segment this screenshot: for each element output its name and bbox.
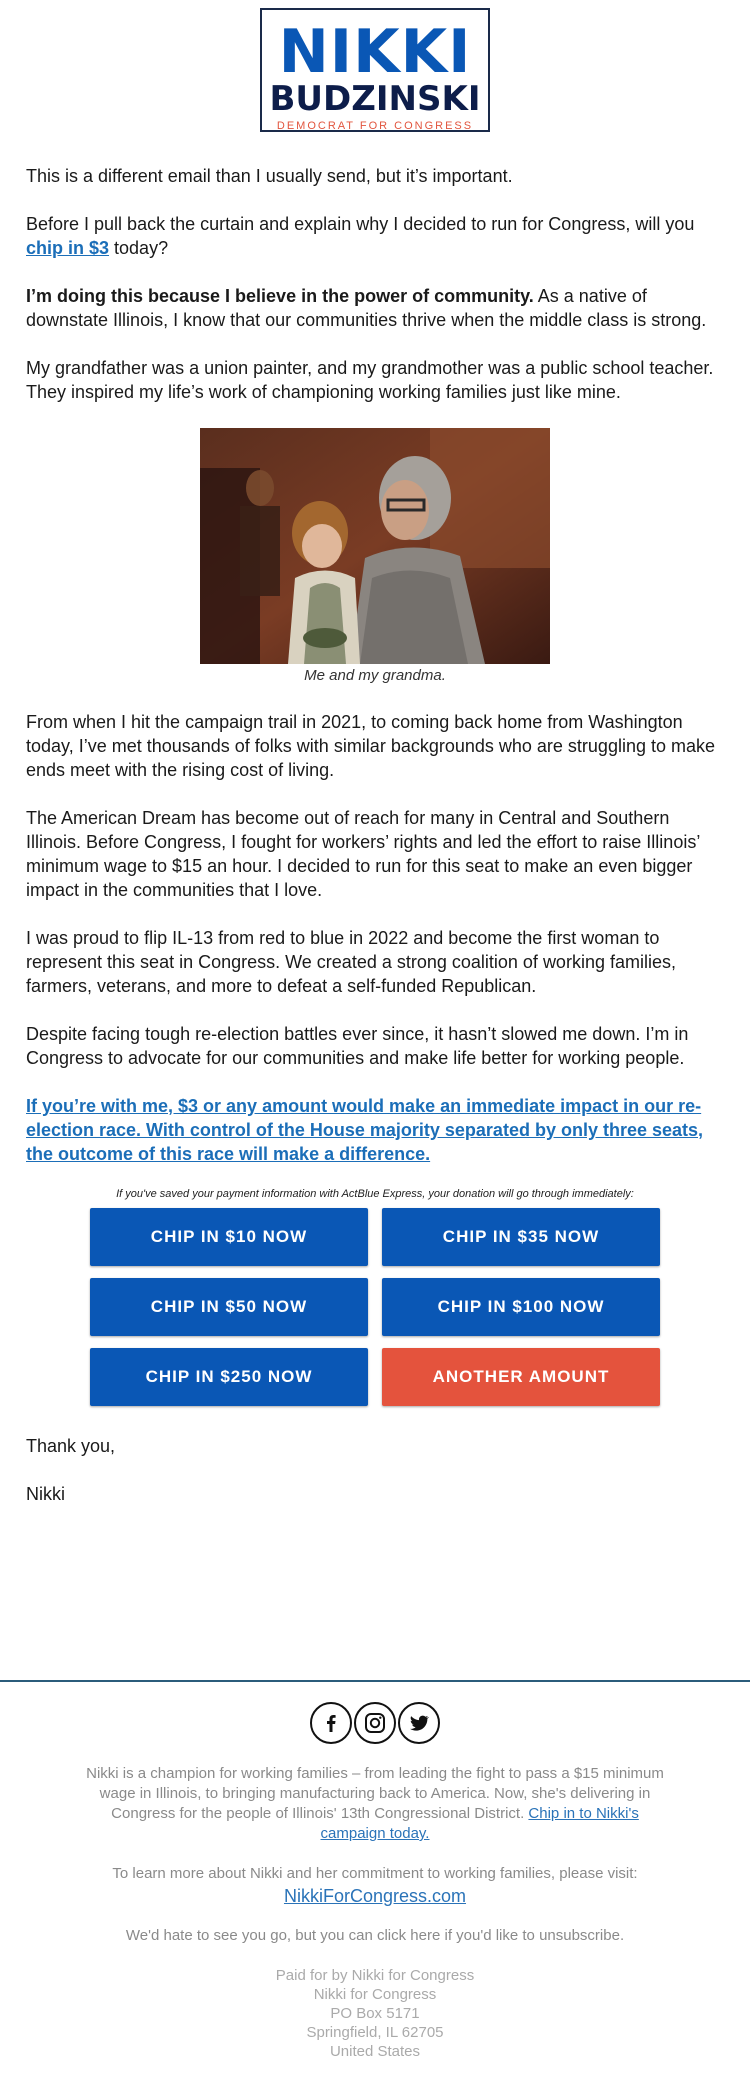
thank-you-text: Thank you, [26, 1436, 116, 1456]
paragraph-american-dream: The American Dream has become out of reach for many in Central and Southern Illinois. Before Congress, I fought for workers’ rights and led the effort to raise Illinois’ minimum wage to $15 an hour. I decided to run for this seat to make an even bigger impact in the communities that I love. [26, 808, 700, 900]
footer-learn-more [80, 1864, 670, 1908]
address-country: United States [329, 2043, 421, 2060]
chip-in-50-button[interactable]: CHIP IN $50 NOW [90, 1278, 368, 1336]
paragraph-campaign-trail: From when I hit the campaign trail in 2021, to coming back home from Washington today, I’ve met thousands of folks with similar backgrounds who are struggling to make ends meet with the rising cost of living. [26, 712, 716, 780]
another-amount-button[interactable]: ANOTHER AMOUNT [382, 1348, 660, 1406]
paragraph-ask [26, 212, 724, 260]
grandma-photo [200, 428, 550, 664]
address-org: Nikki for Congress [313, 1986, 437, 2003]
logo-first-name: NIKKI [278, 17, 472, 87]
footer-divider [0, 1680, 750, 1682]
photo-caption: Me and my grandma. [304, 667, 446, 684]
paid-for-by: Paid for by Nikki for Congress [275, 1967, 475, 1984]
ask-text-after: today? [109, 238, 169, 258]
facebook-icon[interactable] [310, 1702, 352, 1744]
footer-about [80, 1764, 670, 1844]
logo-last-name: BUDZINSKI [269, 79, 481, 119]
community-bold-text: I’m doing this because I believe in the power of community. [26, 286, 534, 306]
paragraph-cta [26, 1094, 724, 1166]
campaign-logo[interactable] [260, 8, 490, 132]
paragraph-community [26, 284, 724, 332]
actblue-express-note: If you've saved your payment information with ActBlue Express, your donation will go through immediately: [116, 1188, 634, 1200]
donate-button-grid [90, 1208, 660, 1406]
signature-name: Nikki [26, 1484, 65, 1504]
chip-in-35-button[interactable]: CHIP IN $35 NOW [382, 1208, 660, 1266]
sign-off [26, 1434, 724, 1506]
unsubscribe-text[interactable]: We'd hate to see you go, but you can click here if you'd like to unsubscribe. [125, 1927, 625, 1944]
paragraph-grandparents: My grandfather was a union painter, and my grandmother was a public school teacher. They inspired my life’s work of championing working families just like mine. [26, 358, 714, 402]
instagram-icon[interactable] [354, 1702, 396, 1744]
paragraph-intro: This is a different email than I usually send, but it’s important. [26, 166, 513, 186]
chip-in-10-button[interactable]: CHIP IN $10 NOW [90, 1208, 368, 1266]
chip-in-250-button[interactable]: CHIP IN $250 NOW [90, 1348, 368, 1406]
twitter-icon[interactable] [398, 1702, 440, 1744]
chip-in-100-button[interactable]: CHIP IN $100 NOW [382, 1278, 660, 1336]
chip-in-3-link[interactable]: chip in $3 [26, 238, 110, 258]
campaign-website-link[interactable]: NikkiForCongress.com [283, 1886, 467, 1906]
mailing-address [80, 1966, 670, 2061]
donate-cta-link[interactable]: If you’re with me, $3 or any amount would make an immediate impact in our re-election race. With control of the House majority separated by only three seats, the outcome of this race will make a difference. [26, 1096, 704, 1164]
logo-tagline: DEMOCRAT FOR CONGRESS [276, 120, 474, 132]
social-links [310, 1702, 440, 1744]
address-city: Springfield, IL 62705 [306, 2024, 444, 2041]
ask-text-before: Before I pull back the curtain and explain why I decided to run for Congress, will you [26, 214, 695, 234]
email-footer [80, 1764, 670, 2061]
footer-learn-text: To learn more about Nikki and her commitment to working families, please visit: [112, 1865, 638, 1882]
photo-block [200, 428, 550, 686]
email-body [26, 164, 724, 1530]
paragraph-reelection: Despite facing tough re-election battles ever since, it hasn’t slowed me down. I’m in Congress to advocate for our communities and make life better for working people. [26, 1024, 689, 1068]
community-text: As a native of downstate Illinois, I know that our communities thrive when the middle class is strong. [26, 286, 707, 330]
paragraph-flip-il13: I was proud to flip IL-13 from red to blue in 2022 and become the first woman to represent this seat in Congress. We created a strong coalition of working families, farmers, veterans, and more to defeat a self-funded Republican. [26, 928, 676, 996]
address-po-box: PO Box 5171 [330, 2005, 420, 2022]
footer-chip-in-link[interactable]: Chip in to Nikki's campaign today. [320, 1805, 639, 1842]
footer-about-text: Nikki is a champion for working families – from leading the fight to pass a $15 minimum wage in Illinois, to bringing manufacturing back to America. Now, she's delivering in Congress for the people of Illinois' 13th Congressional District. [86, 1765, 664, 1822]
